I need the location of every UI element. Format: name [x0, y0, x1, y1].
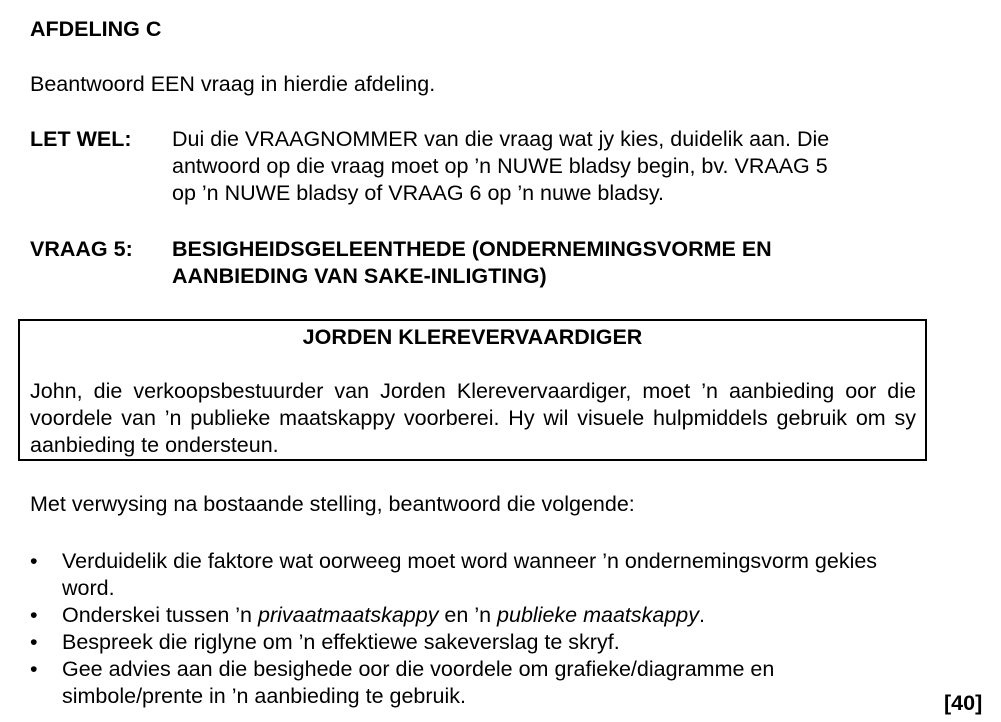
note-text-line-2: antwoord op die vraag moet op ’n NUWE bladsy begin, bv. VRAAG 5 — [172, 154, 828, 178]
bullet-icon: • — [30, 603, 38, 627]
task-item — [30, 548, 910, 602]
bullet-icon: • — [30, 549, 38, 573]
case-study-title: JORDEN KLEREVERVAARDIGER — [302, 325, 643, 349]
question-label: VRAAG 5: — [30, 237, 133, 261]
lead-in-text: Met verwysing na bostaande stelling, beantwoord die volgende: — [30, 492, 635, 516]
task-text-part: Onderskei tussen ’n — [62, 603, 258, 627]
task-item — [30, 602, 910, 629]
task-emphasis-public-company: publieke maatskappy — [497, 603, 700, 627]
case-study-body: John, die verkoopsbestuurder van Jorden Klerevervaardiger, moet ’n aanbieding oor die voordele van ’n publieke maatskappy voorberei. Hy wil visuele hulpmiddels gebruik om sy aanbieding te ondersteun. — [30, 379, 916, 457]
question-title — [172, 236, 932, 290]
note-text-line-1: Dui die VRAAGNOMMER van die vraag wat jy kies, duidelik aan. Die — [172, 127, 830, 151]
question-title-line-1: BESIGHEIDSGELEENTHEDE (ONDERNEMINGSVORME EN — [172, 237, 772, 261]
note-text — [172, 126, 932, 207]
task-text: Gee advies aan die besighede oor die voordele om grafieke/diagramme en simbole/prente in ’n aanbieding te gebruik. — [62, 657, 775, 708]
note-text-line-3: op ’n NUWE bladsy of VRAAG 6 op ’n nuwe bladsy. — [172, 181, 664, 205]
task-item — [30, 629, 910, 656]
task-text: Verduidelik die faktore wat oorweeg moet word wanneer ’n ondernemingsvorm gekies word. — [62, 549, 878, 600]
task-item — [30, 656, 910, 710]
task-text: Bespreek die riglyne om ’n effektiewe sakeverslag te skryf. — [62, 630, 620, 654]
task-emphasis-private-company: privaatmaatskappy — [258, 603, 439, 627]
bullet-icon: • — [30, 657, 38, 681]
task-list — [30, 548, 910, 710]
question-title-line-2: AANBIEDING VAN SAKE-INLIGTING) — [172, 264, 547, 288]
case-study-box — [18, 319, 927, 461]
task-text-part: . — [699, 603, 705, 627]
section-instruction: Beantwoord EEN vraag in hierdie afdeling. — [30, 72, 436, 96]
total-marks: [40] — [944, 691, 983, 715]
bullet-icon: • — [30, 630, 38, 654]
note-label: LET WEL: — [30, 127, 132, 151]
task-text-part: en ’n — [438, 603, 498, 627]
section-title: AFDELING C — [30, 17, 162, 41]
